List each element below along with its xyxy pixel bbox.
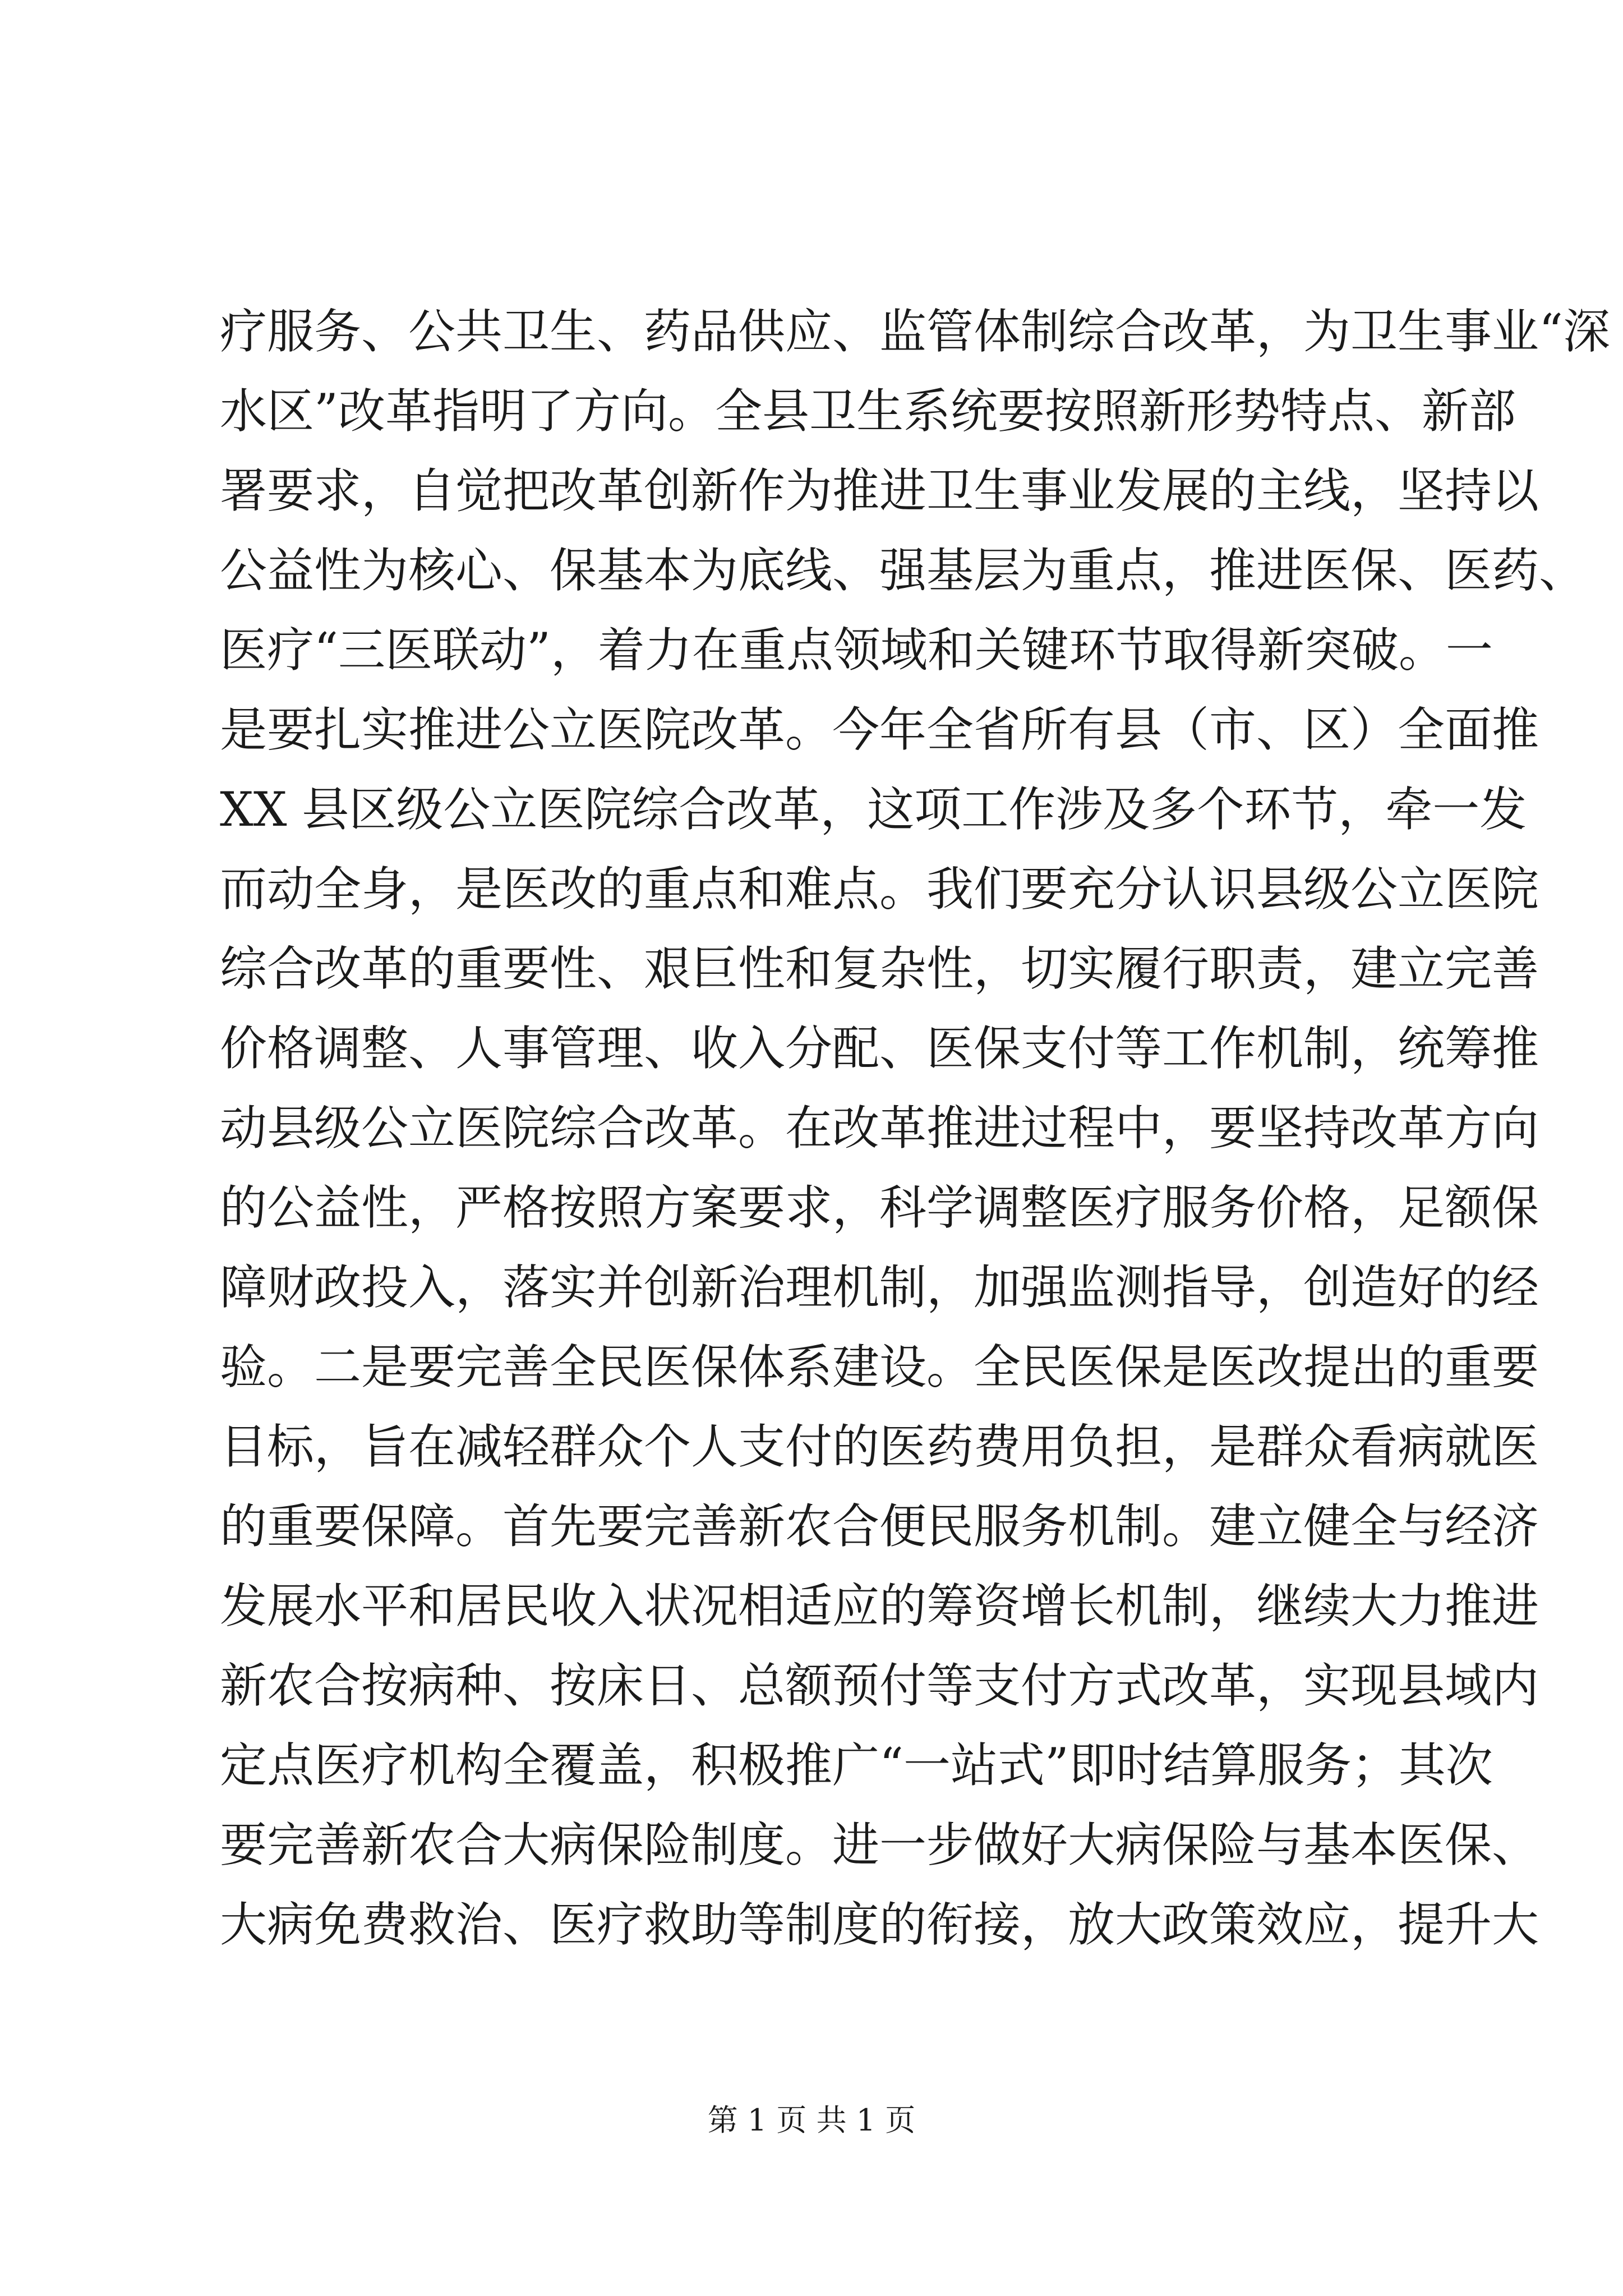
text-line: 公益性为核心、保基本为底线、强基层为重点，推进医保、医药、 — [220, 543, 1587, 598]
text-line: 的公益性，严格按照方案要求，科学调整医疗服务价格，足额保 — [220, 1180, 1539, 1235]
text-line: 价格调整、人事管理、收入分配、医保支付等工作机制，统筹推 — [220, 1021, 1539, 1076]
text-line: 署要求，自觉把改革创新作为推进卫生事业发展的主线，坚持以 — [220, 463, 1539, 518]
text-line: 定点医疗机构全覆盖，积极推广“一站式”即时结算服务；其次 — [220, 1738, 1493, 1793]
text-line: 医疗“三医联动”，着力在重点领域和关键环节取得新突破。一 — [220, 623, 1493, 678]
text-line: 是要扎实推进公立医院改革。今年全省所有县（市、区）全面推 — [220, 702, 1539, 757]
text-line: 目标，旨在减轻群众个人支付的医药费用负担，是群众看病就医 — [220, 1419, 1539, 1474]
text-line: 水区”改革指明了方向。全县卫生系统要按照新形势特点、新部 — [220, 384, 1516, 439]
text-line: 验。二是要完善全民医保体系建设。全民医保是医改提出的重要 — [220, 1340, 1539, 1395]
body-text — [220, 292, 1610, 1964]
page-number-footer: 第 1 页 共 1 页 — [707, 2102, 916, 2138]
text-line: 疗服务、公共卫生、药品供应、监管体制综合改革，为卫生事业“深 — [220, 304, 1610, 359]
text-line: 大病免费救治、医疗救助等制度的衔接，放大政策效应，提升大 — [220, 1897, 1539, 1952]
text-line: 要完善新农合大病保险制度。进一步做好大病保险与基本医保、 — [220, 1818, 1539, 1872]
text-line: 动县级公立医院综合改革。在改革推进过程中，要坚持改革方向 — [220, 1101, 1539, 1156]
text-line: 而动全身，是医改的重点和难点。我们要充分认识县级公立医院 — [220, 862, 1539, 917]
text-line: XX 县区级公立医院综合改革，这项工作涉及多个环节，牵一发 — [220, 782, 1527, 837]
text-line: 综合改革的重要性、艰巨性和复杂性，切实履行职责，建立完善 — [220, 941, 1539, 996]
text-line: 发展水平和居民收入状况相适应的筹资增长机制，继续大力推进 — [220, 1579, 1539, 1634]
text-line: 障财政投入，落实并创新治理机制，加强监测指导，创造好的经 — [220, 1260, 1539, 1315]
text-line: 的重要保障。首先要完善新农合便民服务机制。建立健全与经济 — [220, 1499, 1539, 1554]
text-line: 新农合按病种、按床日、总额预付等支付方式改革，实现县域内 — [220, 1658, 1539, 1713]
